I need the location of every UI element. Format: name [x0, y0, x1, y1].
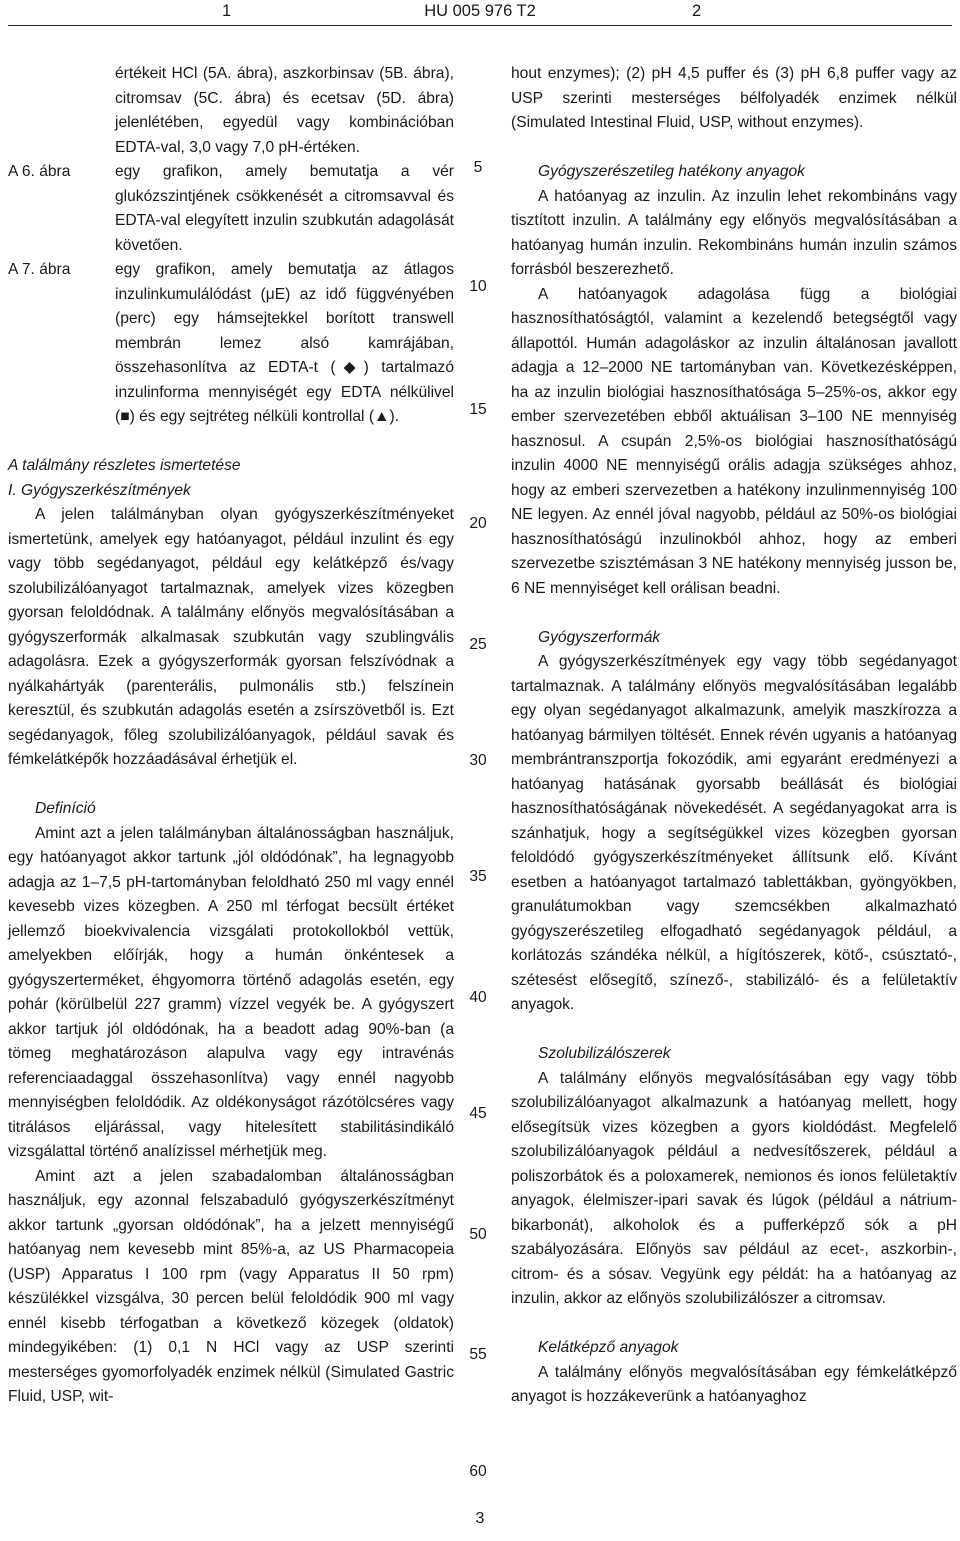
- section-1-heading: I. Gyógyszerkészítmények: [8, 481, 191, 499]
- left-column-number: 1: [222, 2, 232, 20]
- paragraph-dosage: A hatóanyagok adagolása függ a biológiai hasznosíthatóságtól, valamint a kezelendő betegségtől vagy állapottól. Humán adagoláskor az inzulin általánosan javallott adagja a 12–2000 NE tartományban van. Következésképpen, ha az inzulin biológiai hasznosíthatósága 5–25%-os, akkor egy ember szervezetében ebből aktuálisan 3–100 NE mennyiség hasznosul. A csupán 2,5%-os biológiai hasznosíthatóságú inzulin 4000 NE mennyiségű orális adagja szükséges ahhoz, hogy az emberi szervezetben a hatékony inzulinmennyiség 100 NE legyen. Az ennél jóval nagyobb, például az 50%-os biológiai hasznosíthatóságú inzulinokból ahhoz, hogy az emberi szervezetbe szisztémásan 3 NE hatékony mennyiség jusson be, 6 NE mennyiséget kell orálisan beadni.: [511, 285, 957, 597]
- figure-7-description: [8, 258, 454, 430]
- paragraph-definition-dissolving: Amint azt a jelen szabadalomban általánosságban használjuk, egy azonnal felszabaduló gyógyszerkészítményt akkor tartunk „gyorsan oldódónak”, ha a jelzett mennyiségű hatóanyag nem kevesebb mint 85%-a, az US Pharmacopeia (USP) Apparatus I 100 rpm (vagy Apparatus II 50 rpm) készülékkel vizsgálva, 30 percen belül feloldódik 900 ml vagy ennél kisebb térfogatban a következő közegek (oldatok) mindegyikében: (1) 0,1 N HCl vagy az USP szerinti mesterséges gyomorfolyadék enzimek nélkül (Simulated Gastric Fluid, USP, wit-: [8, 1167, 454, 1405]
- line-number: 40: [469, 989, 487, 1006]
- paragraph-compositions: A jelen találmányban olyan gyógyszerkészítményeket ismertetünk, amelyek egy hatóanyagot, például inzulint és egy vagy több segédanyagot, például egy kelátképző és/vagy szolubilizálóanyagot tartalmaznak, amelyek vizes közegben gyorsan feloldódnak. A találmány előnyös megvalósításában a gyógyszerformák alkalmasak szubkután vagy szublingvális adagolásra. Ezek a gyógyszerformák gyorsan felszívódnak a nyálkahártyák (parenterális, pulmonális stb.) felszínein keresztül, és szubkután adagolás esetén a zsírszövetből is. Ezt segédanyagok, főleg szolubilizálóanyagok, például savak és fémkelátképők hozzáadásával érhetjük el.: [8, 506, 454, 768]
- line-number: 5: [473, 159, 483, 176]
- line-number: 20: [469, 515, 487, 532]
- line-number: 10: [469, 278, 487, 295]
- heading-dosage-forms: Gyógyszerformák: [538, 628, 661, 646]
- right-column-number: 2: [692, 2, 702, 20]
- paragraph-solubilizers: A találmány előnyös megvalósításában egy vagy több szolubilizálóanyagot alkalmazunk a hatóanyag mellett, hogy elősegítsük vizes közegben a gyors kioldódást. Megfelelő szolubilizálóanyagok például a nedvesítőszerek, például a poliszorbátok és a poloxamerek, nemionos és ionos felületaktív anyagok, élelmiszer-ipari savak és lúgok (például a nátrium-bikarbonát), alkoholok és a pufferképző sók a pH szabályozására. Előnyös sav például az ecet-, aszkorbin-, citrom- és a sósav. Vegyünk egy példát: ha a hatóanyag az inzulin, akkor az előnyös szolubilizálószer a citromsav.: [511, 1069, 957, 1307]
- line-number: 15: [469, 401, 487, 418]
- page-number: 3: [475, 1510, 485, 1527]
- line-number: 55: [469, 1346, 487, 1363]
- line-number: 25: [469, 636, 487, 653]
- figure-list-continuation: értékeit HCl (5A. ábra), aszkorbinsav (5B. ábra), citromsav (5C. ábra) és ecetsav (5D. ábra) jelenlétében, egyedül vagy kombinációban EDTA-val, 3,0 vagy 7,0 pH-értéken.: [115, 65, 454, 156]
- line-number: 30: [469, 752, 487, 769]
- figure-6-text: egy grafikon, amely bemutatja a vér glukózszintjének csökkenését a citromsavval és EDTA-val elegyített inzulin szubkután adagolását követően.: [115, 163, 454, 254]
- page-header: [0, 0, 960, 30]
- patent-number: HU 005 976 T2: [424, 2, 536, 20]
- left-column: [8, 62, 454, 1410]
- heading-active-substances: Gyógyszerészetileg hatékony anyagok: [538, 163, 805, 180]
- paragraph-definition-soluble: Amint azt a jelen találmányban általánosságban használjuk, egy hatóanyagot akkor tartunk „jól oldódónak”, ha legnagyobb adagja az 1–7,5 pH-tartományban feloldható 250 ml vagy ennél kevesebb vizes közegben. A 250 ml térfogat becsült értéket jellemző bioekvivalencia vizsgálati protokollokból vettük, amelyekben előírják, hogy a humán önkéntesek a gyógyszerterméket, éhgyomorra történő adagolás esetén, egy pohár (körülbelül 227 gramm) vízzel vegyék be. A gyógyszert akkor tartjuk jól oldódónak, ha a beadott adag 90%-ban (a tömeg meghatározáson alapulva vagy egy intravénás referenciaadaggal összehasonlítva) vagy ennél nagyobb mennyiségben feloldódik. Az oldékonyságot rázótölcséres vagy titrálásos eljárással, vagy hitelesített stabilitásindikáló vizsgálattal történő analízissel mérhetjük meg.: [8, 824, 454, 1160]
- figure-6-label: A 6. ábra: [8, 163, 71, 180]
- figure-7-label: A 7. ábra: [8, 261, 71, 278]
- line-number: 60: [469, 1463, 487, 1480]
- paragraph-excipients: A gyógyszerkészítmények egy vagy több segédanyagot tartalmaznak. A találmány előnyös megvalósításában legalább egy olyan segédanyagot alkalmazunk, amelyik maszkírozza a hatóanyag bármilyen töltését. Ennek révén ugyanis a hatóanyag membrántranszportja fokozódik, ami egyaránt eredményezi a hatóanyag hatásának gyorsabb beállását és biológiai hasznosíthatóságának növekedését. A segédanyagokat arra is szánhatjuk, hogy a segítségükkel vizes közegben gyorsan feloldódó gyógyszerkészítményeket állítsunk elő. Kívánt esetben a hatóanyagot tartalmazó tablettákban, gyöngyökben, granulátumokban vagy szemcsékben alkalmazható gyógyszerészetileg elfogadható segédanyagok például, a korlátozás szándéka nélkül, a hígítószerek, kötő-, csúsztató-, szétesést elősegítő, színező-, stabilizáló- és a felületaktív anyagok.: [511, 653, 957, 1013]
- line-number: 35: [469, 868, 487, 885]
- detailed-description-heading: A találmány részletes ismertetése: [8, 457, 241, 474]
- paragraph-insulin: A hatóanyag az inzulin. Az inzulin lehet rekombináns vagy tisztított inzulin. A találmány egy előnyös megvalósításában a hatóanyag humán inzulin. Rekombináns humán inzulin számos forrásból beszerezhető.: [511, 187, 957, 278]
- figure-7-text: egy grafikon, amely bemutatja az átlagos inzulinkumulálódást (μE) az idő függvényében (perc) egy hámsejtekkel borított transwell membrán lemez alsó kamrájában, összehasonlítva az EDTA-t (◆) tartalmazó inzulinforma mennyiségét egy EDTA nélkülivel (■) és egy sejtréteg nélküli kontrollal (▲).: [115, 261, 454, 425]
- heading-chelators: Kelátképző anyagok: [538, 1339, 679, 1356]
- right-column: [511, 62, 957, 1410]
- paragraph-continuation: hout enzymes); (2) pH 4,5 puffer és (3) pH 6,8 puffer vagy az USP szerinti mesterséges bélfolyadék enzimek nélkül (Simulated Intestinal Fluid, USP, without enzymes).: [511, 65, 957, 131]
- line-number: 50: [469, 1226, 487, 1243]
- definition-heading: Definíció: [35, 800, 96, 817]
- line-number: 45: [469, 1105, 487, 1122]
- heading-solubilizers: Szolubilizálószerek: [538, 1045, 671, 1062]
- paragraph-chelators: A találmány előnyös megvalósításában egy fémkelátképző anyagot is hozzákeverünk a hatóanyaghoz: [511, 1363, 957, 1405]
- header-rule: [8, 25, 952, 26]
- figure-6-description: [8, 160, 454, 258]
